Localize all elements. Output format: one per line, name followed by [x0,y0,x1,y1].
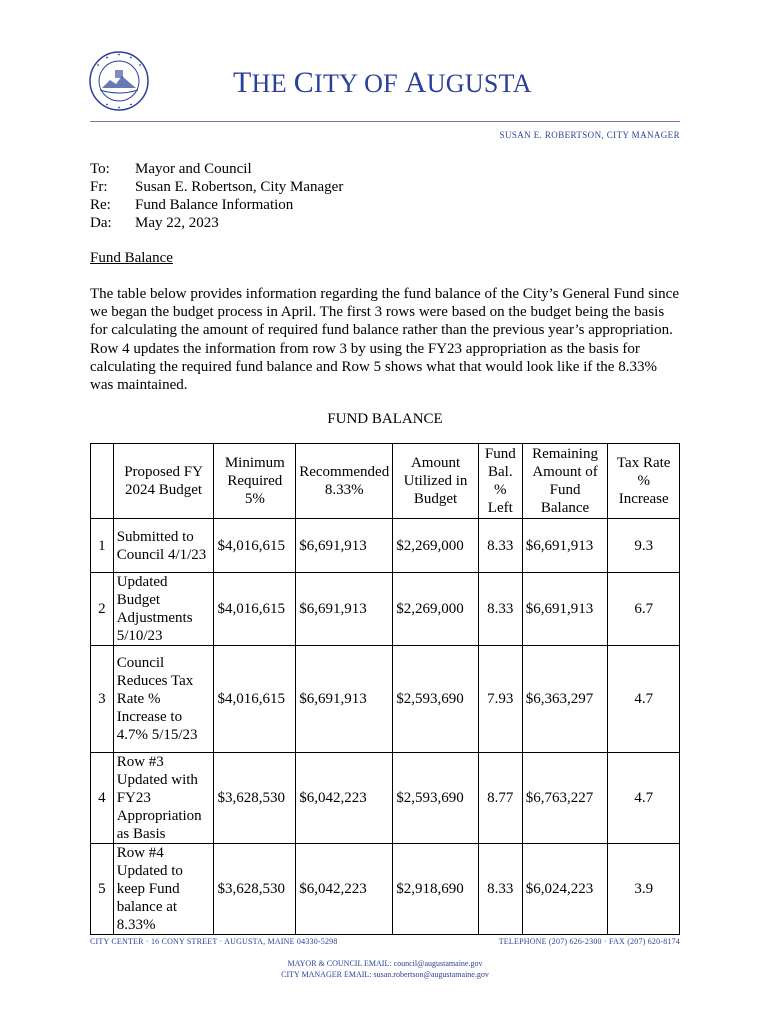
manager-email: CITY MANAGER EMAIL: susan.robertson@augustamaine.gov [281,970,489,979]
header-tax-rate: Tax Rate % Increase [608,444,680,519]
memo-value: Mayor and Council [135,161,252,177]
recommended-cell: $6,691,913 [296,646,393,753]
title-text: HE [251,69,294,98]
header-fund-pct-left: Fund Bal. % Left [478,444,522,519]
row-description: Council Reduces Tax Rate % Increase to 4.7% 5/15/23 [113,646,214,753]
footer-address: CITY CENTER · 16 CONY STREET · AUGUSTA, MAINE 04330-5298 [90,937,338,946]
fund-pct-cell: 8.33 [478,844,522,935]
section-heading: Fund Balance [90,250,173,266]
tax-rate-cell: 6.7 [608,573,680,646]
table-row [91,753,680,844]
fund-pct-cell: 8.33 [478,573,522,646]
remaining-cell: $6,691,913 [522,573,608,646]
title-initial: C [293,66,315,99]
memo-row [90,160,343,178]
amount-utilized-cell: $2,593,690 [393,753,479,844]
remaining-cell: $6,363,297 [522,646,608,753]
row-number: 2 [91,573,114,646]
recommended-cell: $6,042,223 [296,753,393,844]
amount-utilized-cell: $2,269,000 [393,519,479,573]
memo-label: Da: [90,215,112,231]
minimum-required-cell: $4,016,615 [214,519,296,573]
recommended-cell: $6,042,223 [296,844,393,935]
memo-label: To: [90,161,110,177]
city-title [233,66,532,100]
body-paragraph: The table below provides information regarding the fund balance of the City’s General Fund since we began the budget process in April. The first 3 rows were based on the budget being the basis for calculating the amount of required fund balance rather than the previous year’s appropriation. Row 4 updates the information from row 3 by using the FY23 appropriation as the basis for calculating the required fund balance and Row 5 shows what that would look like if the 8.33% was maintained. [90,286,679,394]
amount-utilized-cell: $2,269,000 [393,573,479,646]
remaining-cell: $6,691,913 [522,519,608,573]
header-remaining: Remaining Amount of Fund Balance [522,444,608,519]
fund-pct-cell: 8.77 [478,753,522,844]
header-cell-row-number [91,444,114,519]
footer-emails [0,958,770,980]
memo-label: Re: [90,197,111,213]
fund-balance-table [90,443,680,935]
minimum-required-cell: $3,628,530 [214,753,296,844]
table-row [91,519,680,573]
minimum-required-cell: $4,016,615 [214,573,296,646]
recommended-cell: $6,691,913 [296,519,393,573]
amount-utilized-cell: $2,918,690 [393,844,479,935]
memo-value: Susan E. Robertson, City Manager [135,179,344,195]
memo-label: Fr: [90,179,108,195]
row-description: Row #4 Updated to keep Fund balance at 8.33% [113,844,214,935]
title-text: ITY OF [314,69,405,98]
row-number: 3 [91,646,114,753]
row-description: Submitted to Council 4/1/23 [113,519,214,573]
row-description: Updated Budget Adjustments 5/10/23 [113,573,214,646]
header-divider [90,121,680,122]
memo-row [90,196,343,214]
row-description: Row #3 Updated with FY23 Appropriation as Basis [113,753,214,844]
fund-pct-cell: 7.93 [478,646,522,753]
footer-phone: TELEPHONE (207) 626-2300 · FAX (207) 620-8174 [498,937,680,946]
city-seal-icon [88,50,150,112]
memo-row [90,178,343,196]
header-minimum: Minimum Required 5% [214,444,296,519]
tax-rate-cell: 3.9 [608,844,680,935]
memo-header [90,160,343,232]
tax-rate-cell: 4.7 [608,753,680,844]
table-caption: FUND BALANCE [327,411,443,427]
header-amount-utilized: Amount Utilized in Budget [393,444,479,519]
remaining-cell: $6,763,227 [522,753,608,844]
tax-rate-cell: 9.3 [608,519,680,573]
row-number: 1 [91,519,114,573]
row-number: 4 [91,753,114,844]
title-initial: A [404,66,427,99]
row-number: 5 [91,844,114,935]
memo-value: May 22, 2023 [135,215,219,231]
amount-utilized-cell: $2,593,690 [393,646,479,753]
fund-pct-cell: 8.33 [478,519,522,573]
header-recommended: Recommended 8.33% [296,444,393,519]
table-row [91,646,680,753]
table-header-row [91,444,680,519]
recommended-cell: $6,691,913 [296,573,393,646]
council-email: MAYOR & COUNCIL EMAIL: council@augustamaine.gov [287,959,483,968]
city-manager-line: SUSAN E. ROBERTSON, CITY MANAGER [499,130,680,140]
remaining-cell: $6,024,223 [522,844,608,935]
table-row [91,844,680,935]
minimum-required-cell: $3,628,530 [214,844,296,935]
header-proposed: Proposed FY 2024 Budget [113,444,214,519]
memo-value: Fund Balance Information [135,197,294,213]
tax-rate-cell: 4.7 [608,646,680,753]
memo-row [90,214,343,232]
title-text: UGUSTA [426,69,532,98]
table-row [91,573,680,646]
minimum-required-cell: $4,016,615 [214,646,296,753]
title-initial: T [233,66,252,99]
